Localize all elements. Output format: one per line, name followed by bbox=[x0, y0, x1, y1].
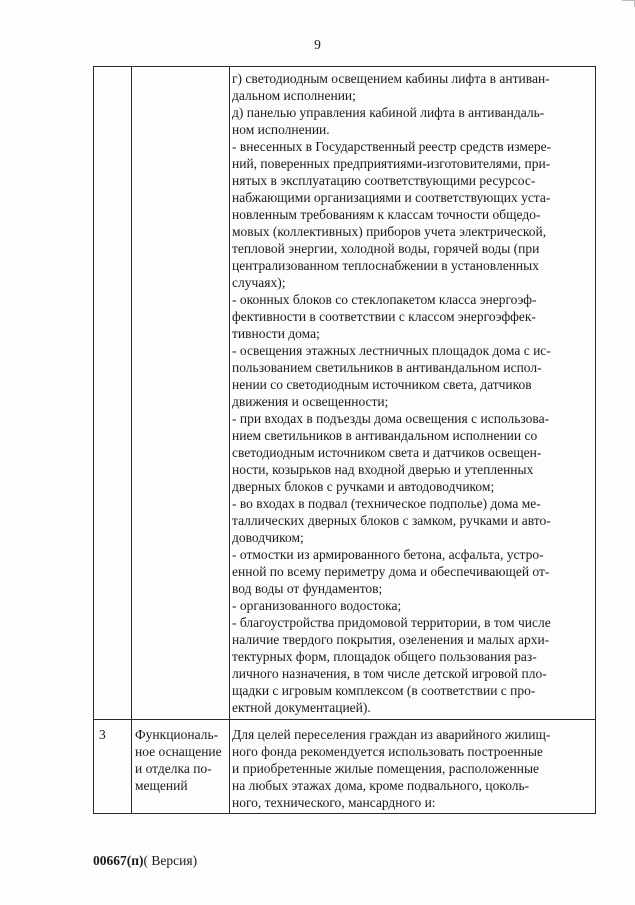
name-line: мещений bbox=[135, 778, 188, 793]
text-line: - оконных блоков со стеклопакетом класса энергоэф- bbox=[232, 292, 537, 307]
text-line: тепловой энергии, холодной воды, горячей воды (при bbox=[232, 241, 540, 256]
text-line: новленным требованиям к классам точности общедо- bbox=[232, 207, 541, 222]
name-line: и отделка по- bbox=[135, 761, 212, 776]
row-number-cell bbox=[94, 67, 132, 720]
table-row bbox=[94, 720, 596, 814]
text-line: централизованном теплоснабжении в установленных bbox=[232, 258, 539, 273]
text-line: тектурных форм, площадок общего пользования раз- bbox=[232, 649, 537, 664]
document-code bbox=[93, 853, 197, 869]
text-line: д) панелью управления кабиной лифта в антивандаль- bbox=[232, 105, 545, 120]
table-row bbox=[94, 67, 596, 720]
text-line: ном исполнении. bbox=[232, 122, 330, 137]
row-name-cell bbox=[132, 67, 230, 720]
text-line: мовых (коллективных) приборов учета электрической, bbox=[232, 224, 547, 239]
text-line: щадки с игровым комплексом (в соответствии с про- bbox=[232, 683, 536, 698]
text-line: тивности дома; bbox=[232, 326, 320, 341]
text-line: таллических дверных блоков с замком, ручками и авто- bbox=[232, 513, 551, 528]
text-line: Для целей переселения граждан из аварийного жилищ- bbox=[232, 727, 551, 742]
text-line: - организованного водостока; bbox=[232, 598, 402, 613]
document-code-version: ( Версия) bbox=[143, 853, 198, 868]
document-code-number: 00667(п) bbox=[93, 853, 144, 868]
text-line: дальном исполнении; bbox=[232, 88, 356, 103]
page-edge-mark bbox=[622, 0, 635, 7]
text-line: набжающими организациями и соответствующих уста- bbox=[232, 190, 551, 205]
text-line: ний, поверенных предприятиями-изготовителями, при- bbox=[232, 156, 551, 171]
row-number-cell: 3 bbox=[94, 720, 132, 814]
text-line: - при входах в подъезды дома освещения с использова- bbox=[232, 411, 550, 426]
text-line: вод воды от фундаментов; bbox=[232, 581, 383, 596]
row-description-cell bbox=[230, 720, 596, 814]
text-line: г) светодиодным освещением кабины лифта в антиван- bbox=[232, 71, 550, 86]
text-line: дверных блоков с ручками и автодоводчиком; bbox=[232, 479, 495, 494]
text-line: - внесенных в Государственный реестр средств измере- bbox=[232, 139, 552, 154]
text-line: наличие твердого покрытия, озеленения и малых архи- bbox=[232, 632, 550, 647]
text-line: нении со светодиодным источником света, датчиков bbox=[232, 377, 532, 392]
text-line: - во входах в подвал (техническое подполье) дома ме- bbox=[232, 496, 541, 511]
text-line: случаях); bbox=[232, 275, 286, 290]
text-line: и приобретенные жилые помещения, расположенные bbox=[232, 761, 540, 776]
text-line: на любых этажах дома, кроме подвального, цоколь- bbox=[232, 778, 530, 793]
row-name-cell bbox=[132, 720, 230, 814]
name-line: Функциональ- bbox=[135, 727, 219, 742]
text-line: ного, технического, мансардного и: bbox=[232, 795, 436, 810]
text-line: фективности в соответствии с классом энергоэффек- bbox=[232, 309, 536, 324]
name-line: ное оснащение bbox=[135, 744, 222, 759]
text-line: светодиодным источником света и датчиков освещен- bbox=[232, 445, 542, 460]
row-description-cell bbox=[230, 67, 596, 720]
text-line: ектной документацией). bbox=[232, 700, 371, 715]
text-line: нием светильников в антивандальном исполнении со bbox=[232, 428, 538, 443]
text-line: - отмостки из армированного бетона, асфальта, устро- bbox=[232, 547, 544, 562]
text-line: ности, козырьков над входной дверью и утепленных bbox=[232, 462, 534, 477]
text-line: доводчиком; bbox=[232, 530, 304, 545]
requirements-table bbox=[93, 66, 596, 814]
text-line: - освещения этажных лестничных площадок дома с ис- bbox=[232, 343, 551, 358]
page-number: 9 bbox=[314, 37, 321, 52]
text-line: - благоустройства придомовой территории, в том числе bbox=[232, 615, 551, 630]
text-line: ного фонда рекомендуется использовать построенные bbox=[232, 744, 543, 759]
text-line: движения и освещенности; bbox=[232, 394, 389, 409]
text-line: личного назначения, в том числе детской игровой пло- bbox=[232, 666, 547, 681]
text-line: нятых в эксплуатацию соответствующими ресурсос- bbox=[232, 173, 536, 188]
text-line: пользованием светильников в антивандальном испол- bbox=[232, 360, 542, 375]
text-line: енной по всему периметру дома и обеспечивающей от- bbox=[232, 564, 550, 579]
